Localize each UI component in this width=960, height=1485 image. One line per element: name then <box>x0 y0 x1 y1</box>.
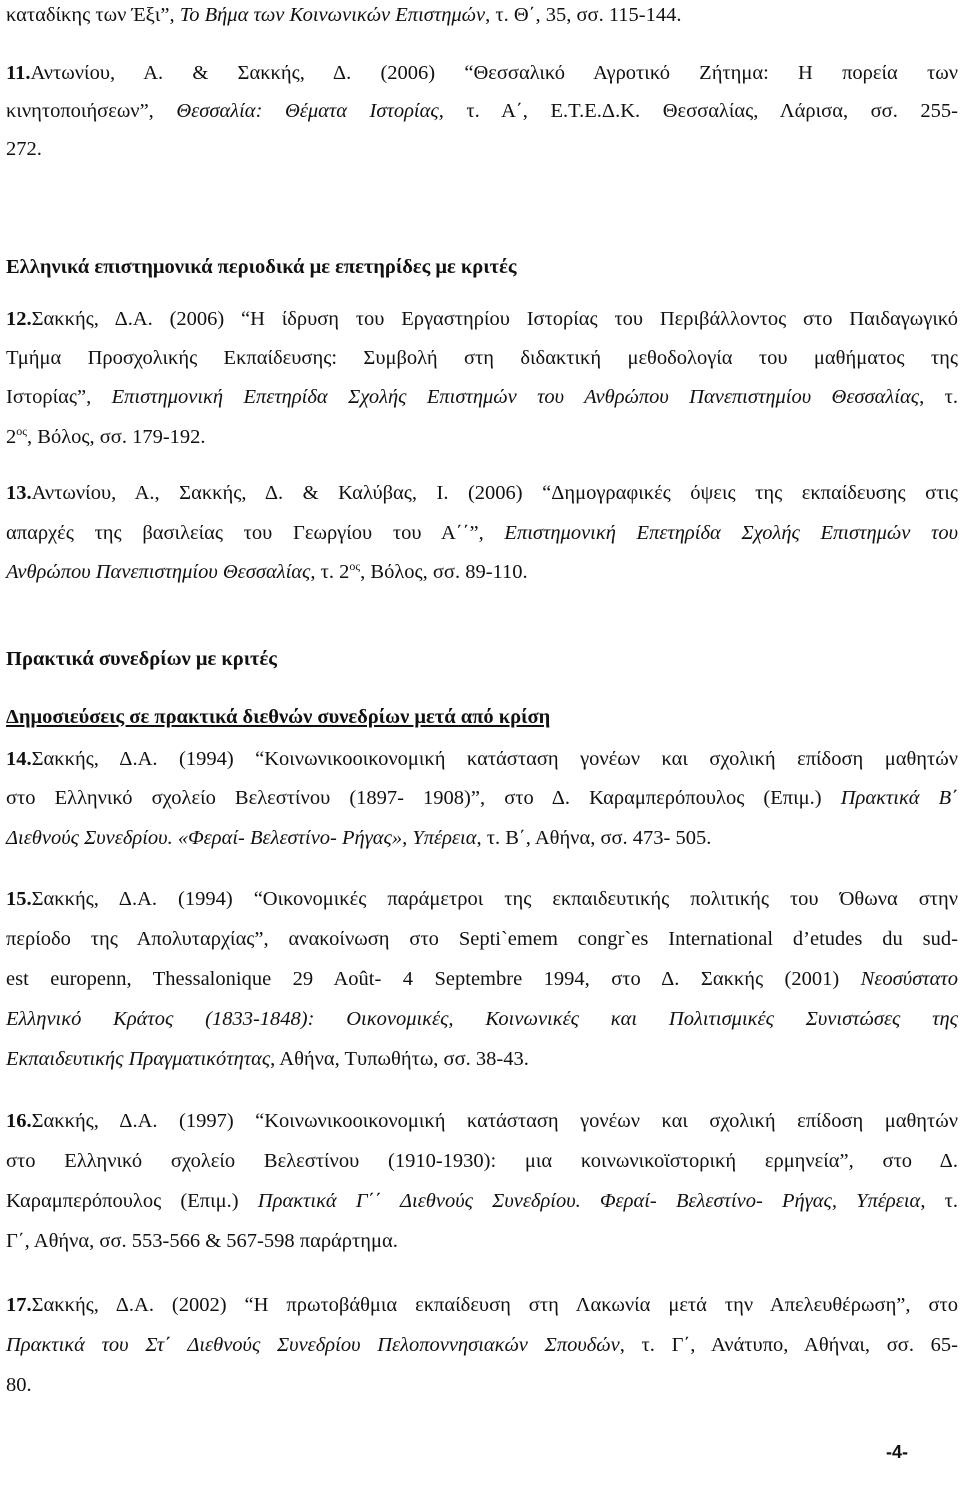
reference-number: 16. <box>6 1110 32 1132</box>
reference-line: Ιστορίας”, Επιστημονική Επετηρίδα Σχολής Επιστημών του Ανθρώπου Πανεπιστημίου Θεσσαλίας, τ. <box>6 386 958 408</box>
reference-line: καταδίκης των Έξι”, Το Βήμα των Κοινωνικών Επιστημών, τ. Θ΄, 35, σσ. 115-144. <box>6 4 682 26</box>
reference-line: est europenn, Thessalonique 29 Août- 4 Septembre 1994, στο Δ. Σακκής (2001) Νεοσύστατο <box>6 968 958 990</box>
reference-line: Ελληνικό Κράτος (1833-1848): Οικονομικές, Κοινωνικές και Πολιτισμικές Συνιστώσες της <box>6 1008 958 1030</box>
reference-number: 11. <box>6 62 31 84</box>
reference-line: 17.Σακκής, Δ.Α. (2002) “Η πρωτοβάθμια εκπαίδευση στη Λακωνία μετά την Απελευθέρωση”, στο <box>6 1294 958 1316</box>
reference-number: 14. <box>6 748 32 770</box>
reference-number: 17. <box>6 1294 32 1316</box>
reference-line: 16.Σακκής, Δ.Α. (1997) “Κοινωνικοοικονομική κατάσταση γονέων και σχολική επίδοση μαθητών <box>6 1110 958 1132</box>
reference-line: Ανθρώπου Πανεπιστημίου Θεσσαλίας, τ. $2^{o\varsigma}$, Βόλος, σσ. 89-110. <box>6 559 528 583</box>
reference-line: στο Ελληνικό σχολείο Βελεστίνου (1897- 1908)”, στο Δ. Καραμπερόπουλος (Επιμ.) Πρακτικά Β΄ <box>6 787 959 809</box>
section-heading-periodicals: Ελληνικά επιστημονικά περιοδικά με επετηρίδες με κριτές <box>6 256 517 278</box>
reference-line: $2^{o\varsigma}$, Βόλος, σσ. 179-192. <box>6 424 206 448</box>
reference-line: στο Ελληνικό σχολείο Βελεστίνου (1910-1930): μια κοινωνικοϊστορική ερμηνεία”, στο Δ. <box>6 1150 958 1172</box>
reference-line: Γ΄, Αθήνα, σσ. 553-566 & 567-598 παράρτημα. <box>6 1230 398 1252</box>
section-subheading-international: Δημοσιεύσεις σε πρακτικά διεθνών συνεδρίων μετά από κρίση <box>6 706 551 728</box>
reference-line: 11.Αντωνίου, Α. & Σακκής, Δ. (2006) “Θεσσαλικό Αγροτικό Ζήτημα: Η πορεία των <box>6 62 958 84</box>
reference-number: 15. <box>6 888 32 910</box>
reference-line: Εκπαιδευτικής Πραγματικότητας, Αθήνα, Τυπωθήτω, σσ. 38-43. <box>6 1048 529 1070</box>
reference-line: Καραμπερόπουλος (Επιμ.) Πρακτικά Γ΄΄ Διεθνούς Συνεδρίου. Φεραί- Βελεστίνο- Ρήγας, Υπέρεια, τ. <box>6 1190 958 1212</box>
reference-line: 15.Σακκής, Δ.Α. (1994) “Οικονομικές παράμετροι της εκπαιδευτικής πολιτικής του Όθωνα στην <box>6 888 958 910</box>
reference-line: Διεθνούς Συνεδρίου. «Φεραί- Βελεστίνο- Ρήγας», Υπέρεια, τ. Β΄, Αθήνα, σσ. 473- 505. <box>6 827 712 849</box>
reference-number: 12. <box>6 308 32 330</box>
reference-line: Τμήμα Προσχολικής Εκπαίδευσης: Συμβολή στη διδακτική μεθοδολογία του μαθήματος της <box>6 347 958 369</box>
reference-line: 13.Αντωνίου, Α., Σακκής, Δ. & Καλύβας, Ι. (2006) “Δημογραφικές όψεις της εκπαίδευσης στις <box>6 482 958 504</box>
reference-line: 80. <box>6 1374 32 1396</box>
reference-number: 13. <box>6 482 32 504</box>
section-heading-proceedings: Πρακτικά συνεδρίων με κριτές <box>6 648 277 670</box>
reference-line: κινητοποιήσεων”, Θεσσαλία: Θέματα Ιστορίας, τ. Α΄, Ε.Τ.Ε.Δ.Κ. Θεσσαλίας, Λάρισα, σσ. 255- <box>6 100 958 122</box>
reference-line: 12.Σακκής, Δ.Α. (2006) “Η ίδρυση του Εργαστηρίου Ιστορίας του Περιβάλλοντος στο Παιδαγωγικό <box>6 308 958 330</box>
reference-line: περίοδο της Απολυταρχίας”, ανακοίνωση στο Septi`emem congr`es International d’etudes du sud- <box>6 928 958 950</box>
page-number: -4- <box>886 1442 908 1462</box>
reference-line: 272. <box>6 138 42 160</box>
reference-line: 14.Σακκής, Δ.Α. (1994) “Κοινωνικοοικονομική κατάσταση γονέων και σχολική επίδοση μαθητών <box>6 748 958 770</box>
reference-line: απαρχές της βασιλείας του Γεωργίου του Α΄΄”, Επιστημονική Επετηρίδα Σχολής Επιστημών του <box>6 522 958 544</box>
reference-line: Πρακτικά του Στ΄ Διεθνούς Συνεδρίου Πελοποννησιακών Σπουδών, τ. Γ΄, Ανάτυπο, Αθήναι, σσ. 65- <box>6 1334 959 1356</box>
